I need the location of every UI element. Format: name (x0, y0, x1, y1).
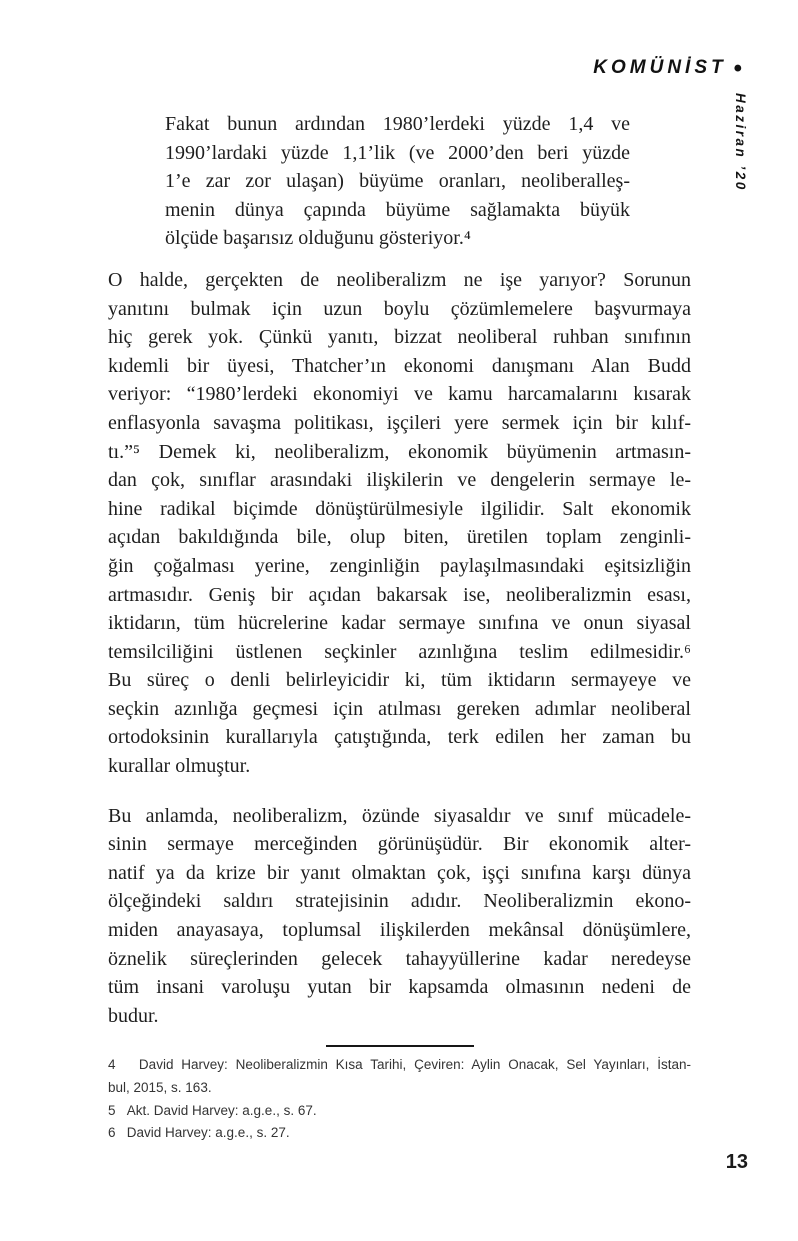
text-line: budur. (108, 1004, 159, 1027)
magazine-header: KOMÜNİST • (593, 55, 742, 82)
text-line: natif ya da krize bir yanıt olmaktan çok, işçi sınıfına karşı dünya (108, 861, 691, 884)
footnote-separator (326, 1045, 474, 1047)
text-line: 1’e zar zor ulaşan) büyüme oranları, neoliberalleş- (165, 170, 630, 193)
text-line: 6 David Harvey: a.g.e., s. 27. (108, 1125, 290, 1141)
text-line: yanıtını bulmak için uzun boylu çözümlemelere başvurmaya (108, 297, 691, 320)
text-line: veriyor: “1980’lerdeki ekonomiyi ve kamu harcamalarını kısarak (108, 383, 691, 406)
text-line: dan çok, sınıflar arasındaki ilişkilerin ve dengelerin sermaye le- (108, 469, 691, 492)
text-line: menin dünya çapında büyüme sağlamakta büyük (165, 198, 630, 221)
body-paragraph-1 (108, 266, 691, 781)
text-line: kıdemli bir üyesi, Thatcher’ın ekonomi danışmanı Alan Budd (108, 354, 691, 377)
text-line: Bu süreç o denli belirleyicidir ki, tüm iktidarın sermayeye ve (108, 669, 691, 692)
text-line: 1990’lardaki yüzde 1,1’lik (ve 2000’den beri yüzde (165, 141, 630, 164)
text-line: açıdan bakıldığında bile, olup biten, üretilen toplam zenginli- (108, 526, 691, 549)
text-line: miden anayasaya, toplumsal ilişkilerden mekânsal dönüşümlere, (108, 919, 691, 942)
text-line: hiç gerek yok. Çünkü yanıtı, bizzat neoliberal ruhban sınıfının (108, 326, 691, 349)
text-line: O halde, gerçekten de neoliberalizm ne işe yarıyor? Sorunun (108, 268, 691, 291)
text-line: ölçeğindeki saldırı stratejisinin adıdır. Neoliberalizmin ekono- (108, 890, 691, 913)
text-line: Fakat bunun ardından 1980’lerdeki yüzde 1,4 ve (165, 113, 630, 135)
block-quote (165, 110, 630, 253)
text-line: tüm insani varoluşu yutan bir kapsamda olmasının nedeni de (108, 976, 691, 999)
magazine-title: KOMÜNİST (593, 57, 727, 78)
text-line: Bu anlamda, neoliberalizm, özünde siyasaldır ve sınıf mücadele- (108, 804, 691, 827)
text-line: hine radikal biçimde dönüştürülmesiyle ilgilidir. Salt ekonomik (108, 497, 691, 520)
issue-date-vertical: Haziran ’20 (733, 93, 748, 192)
text-column (108, 110, 691, 1145)
page-number: 13 (725, 1151, 748, 1173)
text-line: bul, 2015, s. 163. (108, 1080, 212, 1095)
text-line: ölçüde başarısız olduğunu gösteriyor.⁴ (165, 227, 471, 250)
text-line: enflasyonla savaşma politikası, işçileri yere sermek için bir kılıf- (108, 411, 691, 434)
text-line: tı.”⁵ Demek ki, neoliberalizm, ekonomik büyümenin artmasın- (108, 440, 691, 463)
text-line: iktidarın, tüm hücrelerine kadar sermaye sınıfına ve onun siyasal (108, 612, 691, 635)
text-line: seçkin azınlığa geçmesi için atılması gereken adımlar neoliberal (108, 697, 691, 720)
footnotes (108, 1054, 691, 1144)
text-line: 5 Akt. David Harvey: a.g.e., s. 67. (108, 1102, 317, 1118)
text-line: sinin sermaye merceğinden görünüşüdür. Bir ekonomik alter- (108, 833, 691, 856)
footnote-6 (108, 1122, 691, 1145)
text-line: 4 David Harvey: Neoliberalizmin Kısa Tarihi, Çeviren: Aylin Onacak, Sel Yayınları, İstan- (108, 1057, 691, 1073)
footnote-5 (108, 1100, 691, 1123)
text-line: ğin çoğalması yerine, zenginliğin paylaşılmasındaki eşitsizliğin (108, 554, 691, 577)
body-paragraph-2 (108, 802, 691, 1031)
text-line: ortodoksinin kurallarıyla çatıştığında, terk edilen her zaman bu (108, 726, 691, 749)
text-line: öznelik süreçlerinden gelecek tahayyüllerine kadar neredeyse (108, 947, 691, 970)
text-line: kurallar olmuştur. (108, 755, 251, 778)
footnote-4 (108, 1054, 691, 1099)
text-line: artmasıdır. Geniş bir açıdan bakarsak ise, neoliberalizmin esası, (108, 583, 691, 606)
text-line: temsilciliğini üstlenen seçkinler azınlığına teslim edilmesidir.⁶ (108, 640, 691, 663)
